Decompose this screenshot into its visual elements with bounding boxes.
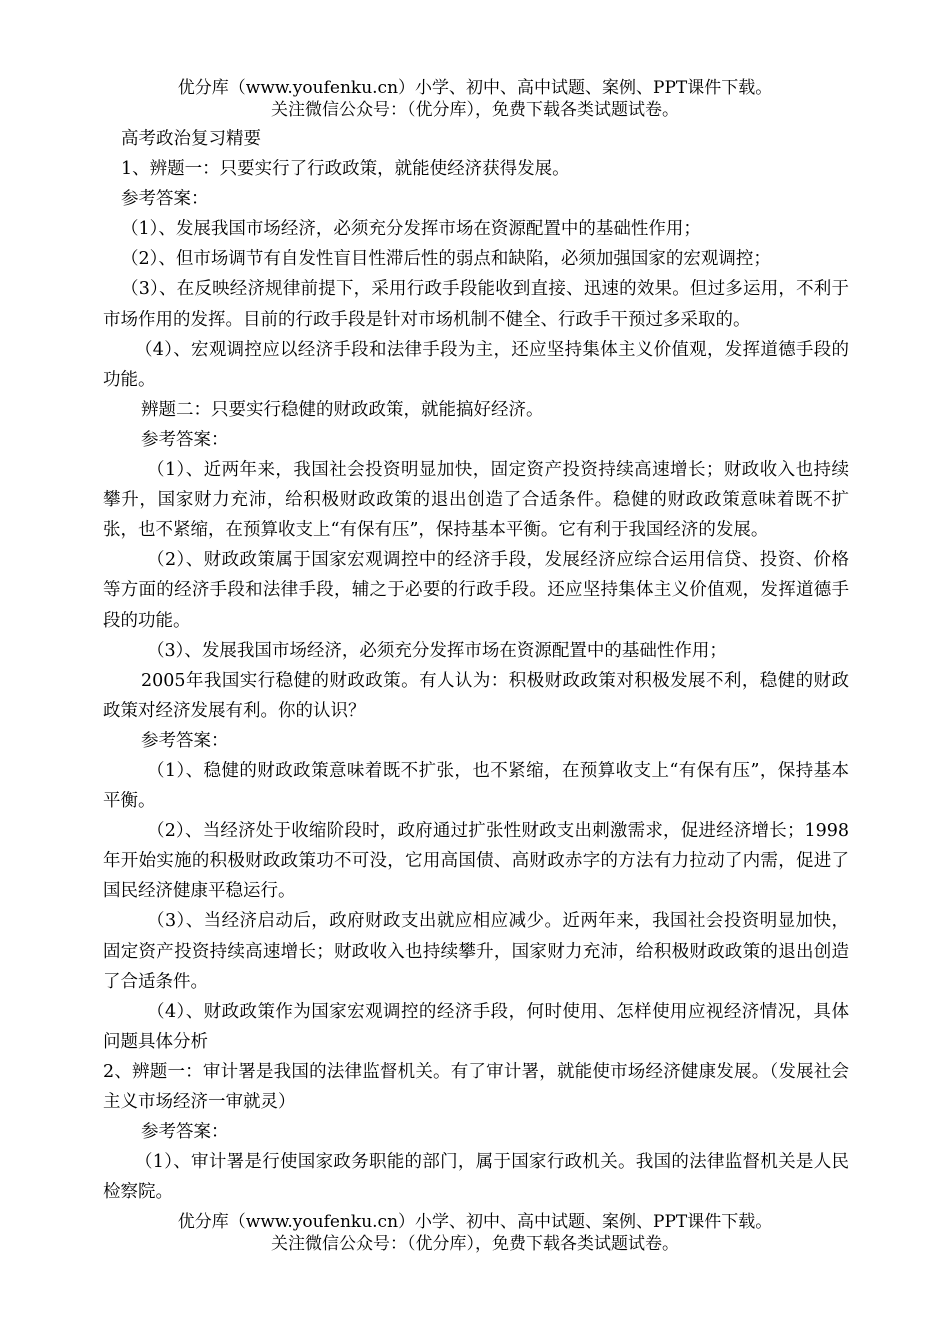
question-3: 2005年我国实行稳健的财政政策。有人认为：积极财政政策对积极发展不利，稳健的财政政策对经济发展有利。你的认识？ xyxy=(103,670,849,721)
answer-paragraph: （4）、宏观调控应以经济手段和法律手段为主，还应坚持集体主义价值观，发挥道德手段的功能。 xyxy=(103,339,849,390)
answer-paragraph: （1）、审计署是行使国家政务职能的部门，属于国家行政机关。我国的法律监督机关是人民检察院。 xyxy=(103,1152,849,1203)
answer-paragraph: （1）、稳健的财政政策意味着既不扩张，也不紧缩，在预算收支上“有保有压”，保持基本平衡。 xyxy=(103,760,849,812)
header-line-2: 关注微信公众号：（优分库），免费下载各类试题试卷。 xyxy=(271,100,679,120)
question-1: 1、辨题一：只要实行了行政政策，就能使经济获得发展。 xyxy=(121,159,570,180)
footer-line-2: 关注微信公众号：（优分库），免费下载各类试题试卷。 xyxy=(271,1234,679,1254)
reference-answer-label: 参考答案： xyxy=(121,189,209,210)
reference-answer-label: 参考答案： xyxy=(141,730,229,751)
answer-paragraph: （4）、财政政策作为国家宏观调控的经济手段，何时使用、怎样使用应视经济情况，具体问题具体分析 xyxy=(103,1001,849,1052)
answer-paragraph: （3）、在反映经济规律前提下，采用行政手段能收到直接、迅速的效果。但过多运用，不利于市场作用的发挥。目前的行政手段是针对市场机制不健全、行政手干预过多采取的。 xyxy=(103,279,849,330)
answer-paragraph: （1）、近两年来，我国社会投资明显加快，固定资产投资持续高速增长；财政收入也持续攀升，国家财力充沛，给积极财政政策的退出创造了合适条件。稳健的财政政策意味着既不扩张，也不紧缩，在预算收支上“有保有压”，保持基本平衡。它有利于我国经济的发展。 xyxy=(103,460,849,541)
footer-line-1: 优分库（www.youfenku.cn）小学、初中、高中试题、案例、PPT课件下载。 xyxy=(177,1212,773,1232)
document-title: 高考政治复习精要 xyxy=(121,129,261,149)
reference-answer-label: 参考答案： xyxy=(141,429,229,450)
answer-paragraph: （2）、但市场调节有自发性盲目性滞后性的弱点和缺陷，必须加强国家的宏观调控； xyxy=(121,249,771,270)
answer-paragraph: （2）、当经济处于收缩阶段时，政府通过扩张性财政支出刺激需求，促进经济增长；1998年开始实施的积极财政政策功不可没，它用高国债、高财政赤字的方法有力拉动了内需，促进了国民经济健康平稳运行。 xyxy=(103,821,849,902)
question-4: 2、辨题一：审计署是我国的法律监督机关。有了审计署，就能使市场经济健康发展。（发展社会主义市场经济一审就灵） xyxy=(103,1061,849,1112)
document-body xyxy=(103,124,849,1207)
answer-paragraph: （3）、发展我国市场经济，必须充分发挥市场在资源配置中的基础性作用； xyxy=(147,640,727,661)
answer-paragraph: （3）、当经济启动后，政府财政支出就应相应减少。近两年来，我国社会投资明显加快，固定资产投资持续高速增长；财政收入也持续攀升，国家财力充沛，给积极财政政策的退出创造了合适条件。 xyxy=(103,911,849,992)
header-line-1: 优分库（www.youfenku.cn）小学、初中、高中试题、案例、PPT课件下载。 xyxy=(177,78,773,98)
question-2: 辨题二：只要实行稳健的财政政策，就能搞好经济。 xyxy=(141,399,544,420)
answer-paragraph: （1）、发展我国市场经济，必须充分发挥市场在资源配置中的基础性作用； xyxy=(121,219,701,240)
answer-paragraph: （2）、财政政策属于国家宏观调控中的经济手段，发展经济应综合运用信贷、投资、价格等方面的经济手段和法律手段，辅之于必要的行政手段。还应坚持集体主义价值观，发挥道德手段的功能。 xyxy=(103,550,849,631)
reference-answer-label: 参考答案： xyxy=(141,1122,229,1143)
